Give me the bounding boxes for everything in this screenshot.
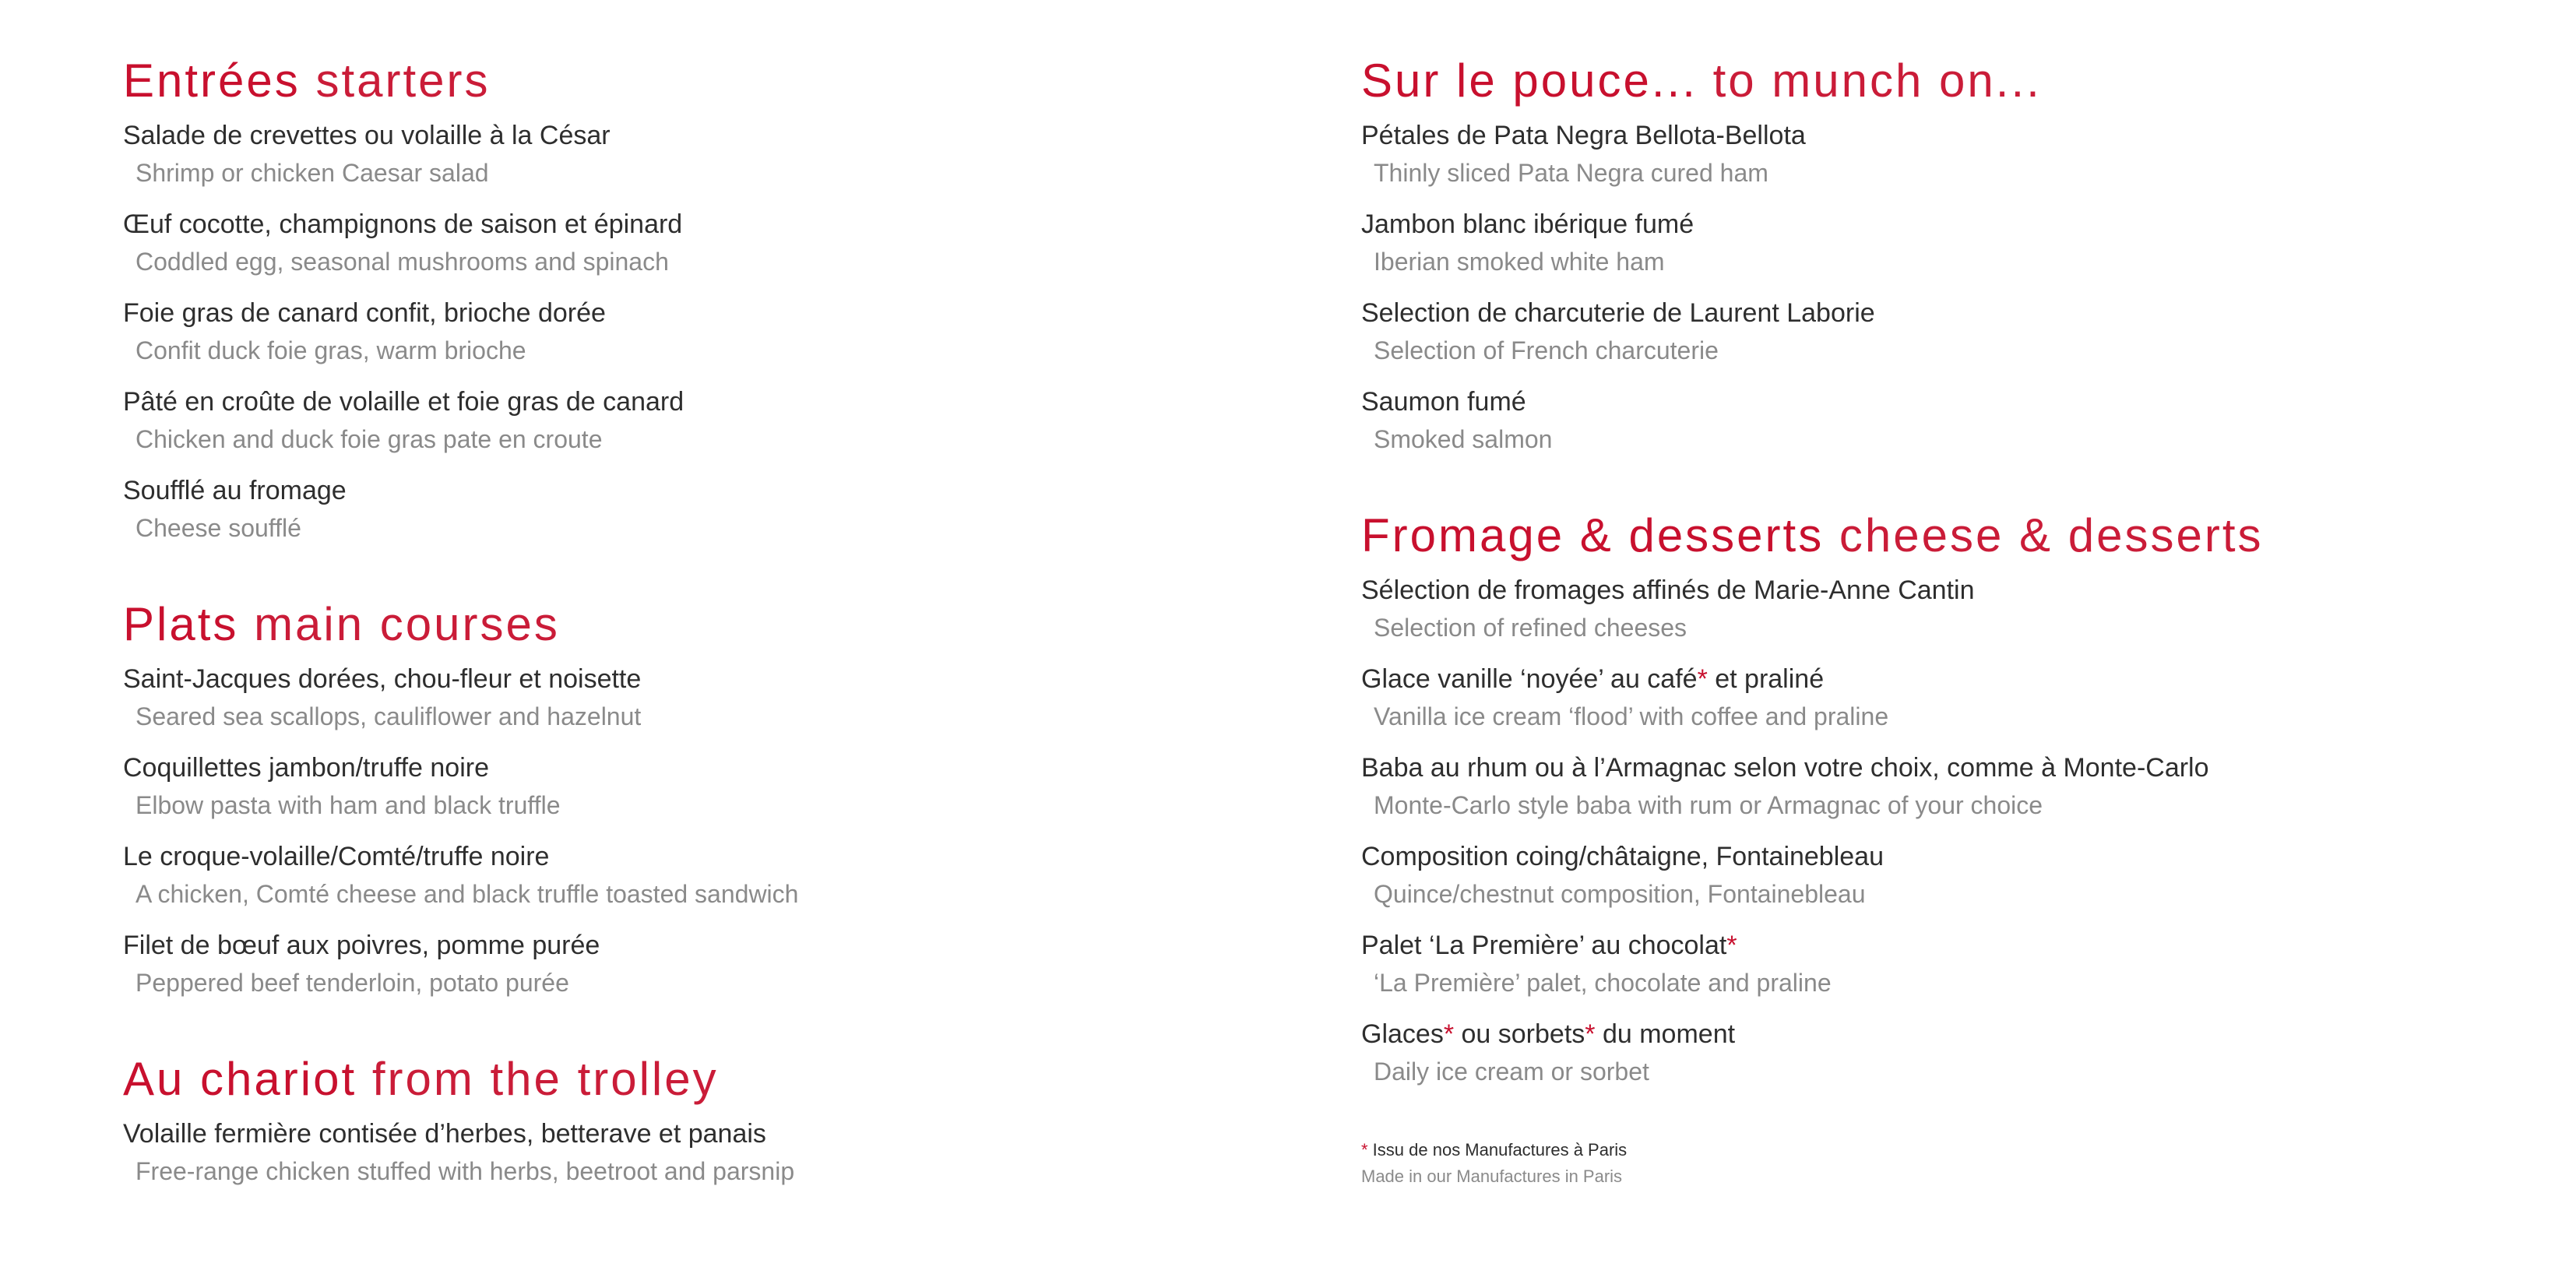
menu-item-fr: Volaille fermière contisée d’herbes, betterave et panais — [123, 1119, 766, 1149]
menu-item — [123, 838, 1291, 913]
section-title-en: cheese & desserts — [1839, 509, 2264, 561]
menu-item-fr — [1361, 660, 2529, 698]
section-title-fr: Plats — [123, 598, 239, 650]
menu-item-en: Chicken and duck foie gras pate en croute — [135, 425, 603, 453]
section-title-fr: Au chariot — [123, 1053, 357, 1105]
menu-item-fr-text: Glace vanille ‘noyée’ au café — [1361, 664, 1698, 694]
menu-item-fr: Coquillettes jambon/truffe noire — [123, 753, 489, 783]
menu-item — [1361, 660, 2529, 735]
section-main-courses — [123, 593, 1291, 1001]
section-title-fr: Fromage & desserts — [1361, 509, 1825, 561]
menu-item-en: Shrimp or chicken Caesar salad — [135, 159, 489, 187]
menu-item — [1361, 294, 2529, 369]
section-starters — [123, 50, 1291, 547]
menu-item-fr: Baba au rhum ou à l’Armagnac selon votre choix, comme à Monte-Carlo — [1361, 753, 2209, 783]
section-title — [1361, 505, 2529, 567]
section-trolley — [123, 1048, 1291, 1190]
menu-item-fr-text: Glaces — [1361, 1019, 1444, 1049]
menu-item-fr: Salade de crevettes ou volaille à la César — [123, 121, 611, 150]
menu-item-en: Coddled egg, seasonal mushrooms and spinach — [135, 248, 669, 276]
menu-item-fr: Saint-Jacques dorées, chou-fleur et noisette — [123, 664, 642, 694]
menu-item-en: Elbow pasta with ham and black truffle — [135, 791, 561, 819]
asterisk-mark: * — [1361, 1140, 1368, 1160]
section-title-en: starters — [315, 55, 491, 107]
section-title-en: from the trolley — [371, 1053, 719, 1105]
footnote-en: Made in our Manufactures in Paris — [1361, 1167, 1623, 1186]
menu-item — [1361, 572, 2529, 646]
footnote — [1361, 1137, 2529, 1190]
menu-item — [1361, 927, 2529, 1001]
menu-item — [123, 927, 1291, 1001]
menu-item-en: Cheese soufflé — [135, 514, 301, 542]
menu-item-en: A chicken, Comté cheese and black truffle toasted sandwich — [135, 880, 799, 908]
menu-right-column — [1361, 50, 2529, 1190]
menu-item — [123, 749, 1291, 824]
menu-item — [1361, 749, 2529, 824]
menu-item-fr: Filet de bœuf aux poivres, pomme purée — [123, 931, 600, 960]
menu-item-fr — [1361, 927, 2529, 964]
menu-item-fr-text: ou sorbets — [1454, 1019, 1585, 1049]
menu-item-fr-text: Palet ‘La Première’ au chocolat — [1361, 931, 1727, 960]
section-title-fr: Entrées — [123, 55, 301, 107]
menu-item — [1361, 206, 2529, 280]
menu-item-fr-text: du moment — [1595, 1019, 1736, 1049]
menu-item — [123, 117, 1291, 192]
section-title — [123, 1048, 1291, 1110]
menu-item-fr: Jambon blanc ibérique fumé — [1361, 209, 1694, 239]
menu-item-fr: Le croque-volaille/Comté/truffe noire — [123, 842, 550, 871]
menu-item — [123, 206, 1291, 280]
menu-item — [123, 472, 1291, 547]
menu-item-fr: Composition coing/châtaigne, Fontainebleau — [1361, 842, 1884, 871]
asterisk-mark: * — [1726, 931, 1737, 960]
menu-item — [123, 1115, 1291, 1190]
section-title — [123, 50, 1291, 112]
menu-item — [123, 294, 1291, 369]
menu-left-column — [123, 50, 1291, 1237]
menu-item-fr — [1361, 1015, 2529, 1053]
menu-item-en: ‘La Première’ palet, chocolate and praline — [1374, 969, 1832, 997]
menu-item-fr: Œuf cocotte, champignons de saison et épinard — [123, 209, 683, 239]
menu-item-en: Thinly sliced Pata Negra cured ham — [1374, 159, 1768, 187]
footnote-fr-text: Issu de nos Manufactures à Paris — [1367, 1140, 1628, 1160]
menu-item-en: Iberian smoked white ham — [1374, 248, 1665, 276]
menu-item-en: Free-range chicken stuffed with herbs, beetroot and parsnip — [135, 1157, 795, 1185]
menu-item-fr: Saumon fumé — [1361, 387, 1526, 417]
section-to-munch-on — [1361, 50, 2529, 458]
section-title — [1361, 50, 2529, 112]
section-title-en: main courses — [254, 598, 560, 650]
menu-item-en: Seared sea scallops, cauliflower and hazelnut — [135, 702, 642, 730]
menu-item-fr-text: et praliné — [1707, 664, 1825, 694]
menu-item-en: Monte-Carlo style baba with rum or Armagnac of your choice — [1374, 791, 2043, 819]
menu-item-fr: Selection de charcuterie de Laurent Laborie — [1361, 298, 1875, 328]
menu-item-en: Quince/chestnut composition, Fontainebleau — [1374, 880, 1866, 908]
asterisk-mark: * — [1697, 664, 1708, 694]
menu-item — [123, 660, 1291, 735]
menu-item-en: Smoked salmon — [1374, 425, 1553, 453]
menu-item-en: Daily ice cream or sorbet — [1374, 1057, 1649, 1086]
section-title-fr: Sur le pouce... — [1361, 55, 1698, 107]
section-title — [123, 593, 1291, 656]
section-cheese-desserts — [1361, 505, 2529, 1090]
section-title-en: to munch on... — [1712, 55, 2042, 107]
menu-item — [1361, 838, 2529, 913]
menu-item-fr: Foie gras de canard confit, brioche dorée — [123, 298, 606, 328]
menu-item-fr: Soufflé au fromage — [123, 476, 347, 505]
menu-item-en: Selection of refined cheeses — [1374, 614, 1687, 642]
menu-item — [123, 383, 1291, 458]
asterisk-mark: * — [1443, 1019, 1455, 1049]
menu-item-fr: Sélection de fromages affinés de Marie-Anne Cantin — [1361, 575, 1975, 605]
menu-item-en: Selection of French charcuterie — [1374, 336, 1719, 364]
menu-item-en: Confit duck foie gras, warm brioche — [135, 336, 526, 364]
menu-item — [1361, 383, 2529, 458]
menu-item-en: Peppered beef tenderloin, potato purée — [135, 969, 569, 997]
menu-item — [1361, 117, 2529, 192]
menu-item-en: Vanilla ice cream ‘flood’ with coffee and praline — [1374, 702, 1889, 730]
menu-item-fr: Pétales de Pata Negra Bellota-Bellota — [1361, 121, 1806, 150]
menu-item — [1361, 1015, 2529, 1090]
asterisk-mark: * — [1585, 1019, 1596, 1049]
menu-item-fr: Pâté en croûte de volaille et foie gras de canard — [123, 387, 684, 417]
footnote-fr — [1361, 1137, 2529, 1163]
